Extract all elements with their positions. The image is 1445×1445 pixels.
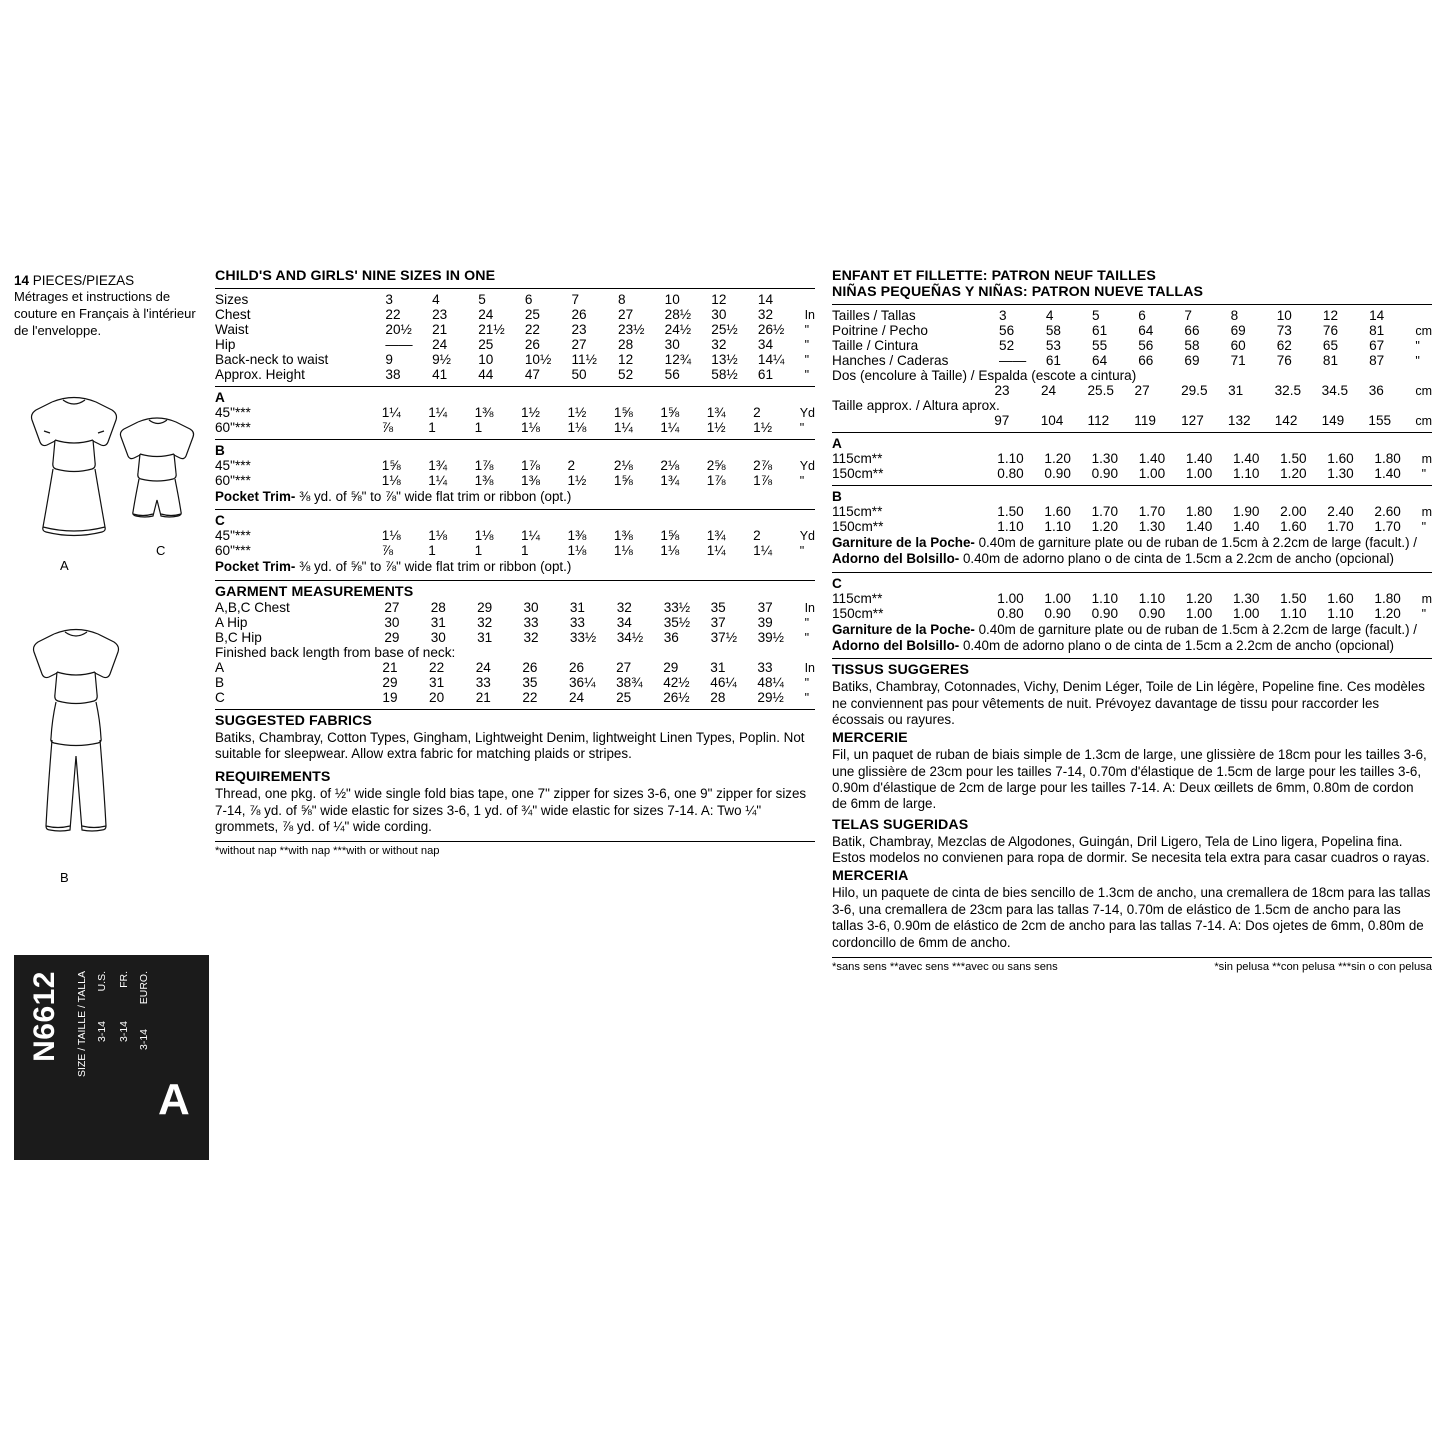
row-label: B,C Hip: [215, 629, 262, 645]
spanish-nap-footnote: *sin pelusa **con pelusa ***sin o con pelusa: [1214, 960, 1432, 973]
row-label: 115cm**: [832, 590, 883, 606]
row-label: 45"***: [215, 405, 251, 420]
table-row: 115cm** 1.00 1.00 1.10 1.10 1.20 1.30 1.50 1.60 1.80 m: [832, 590, 1432, 606]
back-neck-table: [832, 383, 1432, 398]
table-row: 150cm** 0.80 0.90 0.90 0.90 1.00 1.00 1.10 1.10 1.20 ": [832, 605, 1427, 621]
pattern-logo-block: [14, 955, 209, 1160]
table-row: A 21 22 24 26 26 27 29 31 33 In: [215, 659, 815, 675]
table-row: A Hip 30 31 32 33 33 34 35½ 37 39 ": [215, 614, 809, 630]
table-row: 60"*** ⅞ 1 1 1 1⅛ 1⅛ 1⅛ 1¼ 1¼ ": [215, 543, 805, 559]
english-panel: [215, 268, 815, 857]
row-label: 150cm**: [832, 466, 884, 481]
row-label: A,B,C Chest: [215, 599, 290, 615]
us-size-value: 3-14: [96, 1021, 108, 1043]
table-row: Sizes 3 4 5 6 7 8 10 12 14: [215, 292, 774, 307]
table-row: 60"*** 1⅛ 1¼ 1⅜ 1⅜ 1½ 1⅝ 1¾ 1⅞ 1⅞ ": [215, 473, 805, 488]
view-c-heading: C: [215, 513, 225, 529]
french-spanish-panel: [832, 268, 1432, 973]
pieces-label: PIECES/PIEZAS: [32, 273, 135, 288]
pattern-number: N6612: [28, 971, 61, 1062]
table-row: Chest 22 23 24 25 26 27 28½ 30 32 In: [215, 307, 815, 322]
spanish-title: NIÑAS PEQUEÑAS Y NIÑAS: PATRON NUEVE TALLAS: [832, 284, 1204, 300]
row-label: C: [215, 689, 225, 705]
pocket-trim-label: Pocket Trim-: [215, 559, 296, 575]
back-neck-label: Dos (encolure à Taille) / Espalda (escote a cintura): [832, 368, 1137, 383]
row-label: Poitrine / Pecho: [832, 323, 928, 338]
fabrics-title-fr: TISSUS SUGGERES: [832, 662, 970, 679]
table-row: C 19 20 21 22 24 25 26½ 28 29½ ": [215, 689, 809, 705]
table-row: A,B,C Chest 27 28 29 30 31 32 33½ 35 37 In: [215, 599, 815, 615]
fr-size-label: FR.: [118, 971, 130, 988]
table-row: 115cm** 1.50 1.60 1.70 1.70 1.80 1.90 2.00 2.40 2.60 m: [832, 504, 1432, 519]
fr-size-value: 3-14: [118, 1021, 130, 1043]
suggested-fabrics-title: SUGGESTED FABRICS: [215, 712, 372, 729]
metric-view-b-pocket-trim: [832, 535, 1432, 568]
row-label: Back-neck to waist: [215, 352, 329, 367]
table-row: Hanches / Caderas —— 61 64 66 69 71 76 81 87 ": [832, 353, 1420, 368]
view-c-illustration: [108, 410, 206, 545]
height-table: [832, 413, 1432, 428]
us-size-label: U.S.: [96, 971, 108, 992]
view-b-illustration: [16, 620, 136, 850]
english-title: CHILD'S AND GIRLS' NINE SIZES IN ONE: [215, 268, 496, 284]
notions-title-es: MERCERIA: [832, 868, 909, 885]
table-row: Waist 20½ 21 21½ 22 23 23½ 24½ 25½ 26½ ": [215, 322, 809, 337]
row-label: 60"***: [215, 420, 251, 435]
view-c-yardage-table: [215, 528, 815, 558]
table-row: 23 24 25.5 27 29.5 31 32.5 34.5 36 cm: [994, 383, 1432, 398]
pocket-trim-text: ⅜ yd. of ⅝" to ⅞" wide flat trim or ribbon (opt.): [295, 489, 572, 504]
notions-text-fr: Fil, un paquet de ruban de biais simple de 1.3cm de large, une glissière de 18cm pour les tailles 3-6, une glissière de 23cm pour les tailles 7-14, 0.70m d'élastique de 1.5cm de large pour les tailles 3-6, 0.90m d'élastique de 2cm de large pour les tailles 7-14. A: Deux œillets de 6mm, 0.80m de cordon de 6mm de large.: [832, 747, 1427, 812]
table-row: Back-neck to waist 9 9½ 10 10½ 11½ 12 12¾ 13½ 14¼ ": [215, 352, 809, 367]
table-row: 45"*** 1⅛ 1⅛ 1⅛ 1¼ 1⅜ 1⅜ 1⅝ 1¾ 2 Yd: [215, 528, 815, 544]
pocket-trim-label-es: Adorno del Bolsillo-: [832, 638, 960, 654]
euro-size-label: EURO.: [138, 971, 150, 1005]
fabrics-text-es: Batik, Chambray, Mezclas de Algodones, Guingán, Dril Ligero, Tela de Lino ligera, Popelina fina. Estos modelos no convienen para ropa de dormir. Se necesita tela extra para casar cuadros o rayas.: [832, 833, 1430, 866]
table-row: Hip —— 24 25 26 27 28 30 32 34 ": [215, 337, 809, 352]
metric-view-a-table: [832, 451, 1432, 481]
view-a-heading: A: [215, 390, 225, 405]
row-label: Chest: [215, 307, 251, 322]
row-label: 60"***: [215, 543, 251, 559]
view-a-caption: A: [60, 558, 69, 573]
view-illustrations: [8, 370, 208, 930]
pocket-trim-text-es: 0.40m de adorno plano o de cinta de 1.5cm a 2.2cm de ancho (opcional): [959, 551, 1394, 567]
garment-measurements-table: [215, 600, 815, 645]
metric-view-c-table: [832, 591, 1432, 621]
french-title: ENFANT ET FILLETTE: PATRON NEUF TAILLES: [832, 268, 1156, 284]
pocket-trim-label: Pocket Trim-: [215, 489, 296, 504]
table-row: Tailles / Tallas 3 4 5 6 7 8 10 12 14: [832, 308, 1385, 323]
requirements-text: Thread, one pkg. of ½" wide single fold bias tape, one 7" zipper for sizes 3-6, one 9" zipper for sizes 7-14, ⅞ yd. of ⅝" wide elastic for sizes 3-6, 1 yd. of ¾" wide elastic for sizes 7-14. A: Two ¼" grommets, ⅞ yd. of ¼" wide cording.: [215, 786, 807, 835]
fabrics-title-es: TELAS SUGERIDAS: [832, 816, 969, 833]
pocket-trim-label-fr: Garniture de la Poche-: [832, 621, 975, 637]
table-row: Approx. Height 38 41 44 47 50 52 56 58½ 61 ": [215, 367, 809, 382]
row-label: Waist: [215, 322, 249, 337]
row-label: 150cm**: [832, 519, 884, 534]
metric-view-c-pocket-trim: [832, 622, 1432, 655]
height-label: Taille approx. / Altura aprox.: [832, 398, 1000, 413]
row-label: Hanches / Caderas: [832, 353, 949, 368]
pocket-trim-text: ⅜ yd. of ⅝" to ⅞" wide flat trim or ribbon (opt.): [295, 559, 572, 575]
view-a-yardage-table: [215, 405, 815, 435]
row-label: B: [215, 674, 225, 690]
row-label: Sizes: [215, 292, 249, 307]
row-label: 150cm**: [832, 605, 884, 621]
row-label: 45"***: [215, 458, 251, 473]
row-label: Approx. Height: [215, 367, 305, 382]
finished-length-note: Finished back length from base of neck:: [215, 644, 456, 660]
row-label: Tailles / Tallas: [832, 308, 916, 323]
pocket-trim-label-fr: Garniture de la Poche-: [832, 535, 975, 550]
notions-text-es: Hilo, un paquete de cinta de bies sencillo de 1.3cm de ancho, una cremallera de 18cm para las tallas 3-6, una cremallera de 23cm para las tallas 7-14, 0.70m de elástico de 1.5cm de ancho para las tallas 3-6, 0.90m de elástico de 2cm de ancho para las tallas 7-14. A: Dos ojetes de 6mm, 0.80m de cordoncillo de 6mm de ancho.: [832, 885, 1431, 950]
table-row: 45"*** 1¼ 1¼ 1⅜ 1½ 1½ 1⅝ 1⅝ 1¾ 2 Yd: [215, 405, 815, 420]
table-row: 97 104 112 119 127 132 142 149 155 cm: [994, 413, 1432, 428]
metric-view-a-heading: A: [832, 436, 842, 451]
finished-length-table: [215, 660, 815, 705]
table-row: 115cm** 1.10 1.20 1.30 1.40 1.40 1.40 1.50 1.60 1.80 m: [832, 451, 1432, 466]
table-row: 60"*** ⅞ 1 1 1⅛ 1⅛ 1¼ 1¼ 1½ 1½ ": [215, 420, 805, 435]
row-label: A: [215, 659, 225, 675]
pocket-trim-text-fr: 0.40m de garniture plate ou de ruban de 1.5cm à 2.2cm de large (facult.) /: [974, 621, 1418, 637]
pocket-trim-text-fr: 0.40m de garniture plate ou de ruban de 1.5cm à 2.2cm de large (facult.) /: [974, 535, 1418, 550]
garment-measurements-title: GARMENT MEASUREMENTS: [215, 583, 414, 600]
euro-size-value: 3-14: [138, 1029, 150, 1051]
pocket-trim-label-es: Adorno del Bolsillo-: [832, 551, 960, 567]
table-row: B 29 31 33 35 36¼ 38¾ 42½ 46¼ 48¼ ": [215, 674, 809, 690]
view-b-caption: B: [60, 870, 69, 885]
fabrics-text-fr: Batiks, Chambray, Cotonnades, Vichy, Denim Léger, Toile de Lin légère, Popeline fine. Ces modèles ne conviennent pas pour vêtements de nuit. Prévoyez davantage de tissu pour raccorder les écossais ou rayures.: [832, 679, 1425, 728]
pocket-trim-text-es: 0.40m de adorno plano o de cinta de 1.5cm a 2.2cm de ancho (opcional): [959, 638, 1394, 654]
metric-view-b-table: [832, 504, 1432, 534]
row-label: 115cm**: [832, 504, 883, 519]
pieces-count: 14: [14, 273, 30, 288]
english-nap-footnote: *without nap **with nap ***with or without nap: [215, 845, 440, 858]
table-row: 150cm** 1.10 1.10 1.20 1.30 1.40 1.40 1.60 1.70 1.70 ": [832, 519, 1427, 534]
table-row: B,C Hip 29 30 31 32 33½ 34½ 36 37½ 39½ ": [215, 629, 809, 645]
size-label: SIZE / TAILLE / TALLA: [76, 971, 88, 1078]
table-row: 150cm** 0.80 0.90 0.90 1.00 1.00 1.10 1.20 1.30 1.40 ": [832, 466, 1427, 481]
view-b-yardage-table: [215, 458, 815, 488]
row-label: 115cm**: [832, 451, 883, 466]
row-label: 45"***: [215, 528, 251, 544]
pieces-note: [14, 272, 204, 339]
suggested-fabrics-text: Batiks, Chambray, Cotton Types, Gingham, Lightweight Denim, lightweight Linen Types, Poplin. Not suitable for sleepwear. Allow extra fabric for matching plaids or stripes.: [215, 729, 805, 762]
view-c-pocket-trim: [215, 559, 815, 575]
row-label: Hip: [215, 337, 236, 352]
table-row: 45"*** 1⅝ 1¾ 1⅞ 1⅞ 2 2⅛ 2⅛ 2⅝ 2⅞ Yd: [215, 458, 815, 473]
table-row: Poitrine / Pecho 56 58 61 64 66 69 73 76 81 cm: [832, 323, 1432, 338]
view-b-pocket-trim: [215, 489, 815, 505]
notions-title-fr: MERCERIE: [832, 730, 908, 747]
view-c-caption: C: [156, 543, 166, 558]
view-letter-badge: A: [158, 1075, 190, 1124]
view-b-heading: B: [215, 443, 225, 458]
table-row: Taille / Cintura 52 53 55 56 58 60 62 65 67 ": [832, 338, 1420, 353]
french-nap-footnote: *sans sens **avec sens ***avec ou sans sens: [832, 960, 1058, 973]
metric-view-b-heading: B: [832, 489, 842, 504]
row-label: A Hip: [215, 614, 248, 630]
metric-size-table: [832, 308, 1432, 368]
row-label: Taille / Cintura: [832, 338, 919, 353]
french-instructions-note: Métrages et instructions de couture en Français à l'intérieur de l'enveloppe.: [14, 289, 196, 338]
english-size-table: [215, 292, 815, 382]
requirements-title: REQUIREMENTS: [215, 769, 331, 786]
row-label: 60"***: [215, 473, 251, 488]
metric-view-c-heading: C: [832, 575, 842, 591]
